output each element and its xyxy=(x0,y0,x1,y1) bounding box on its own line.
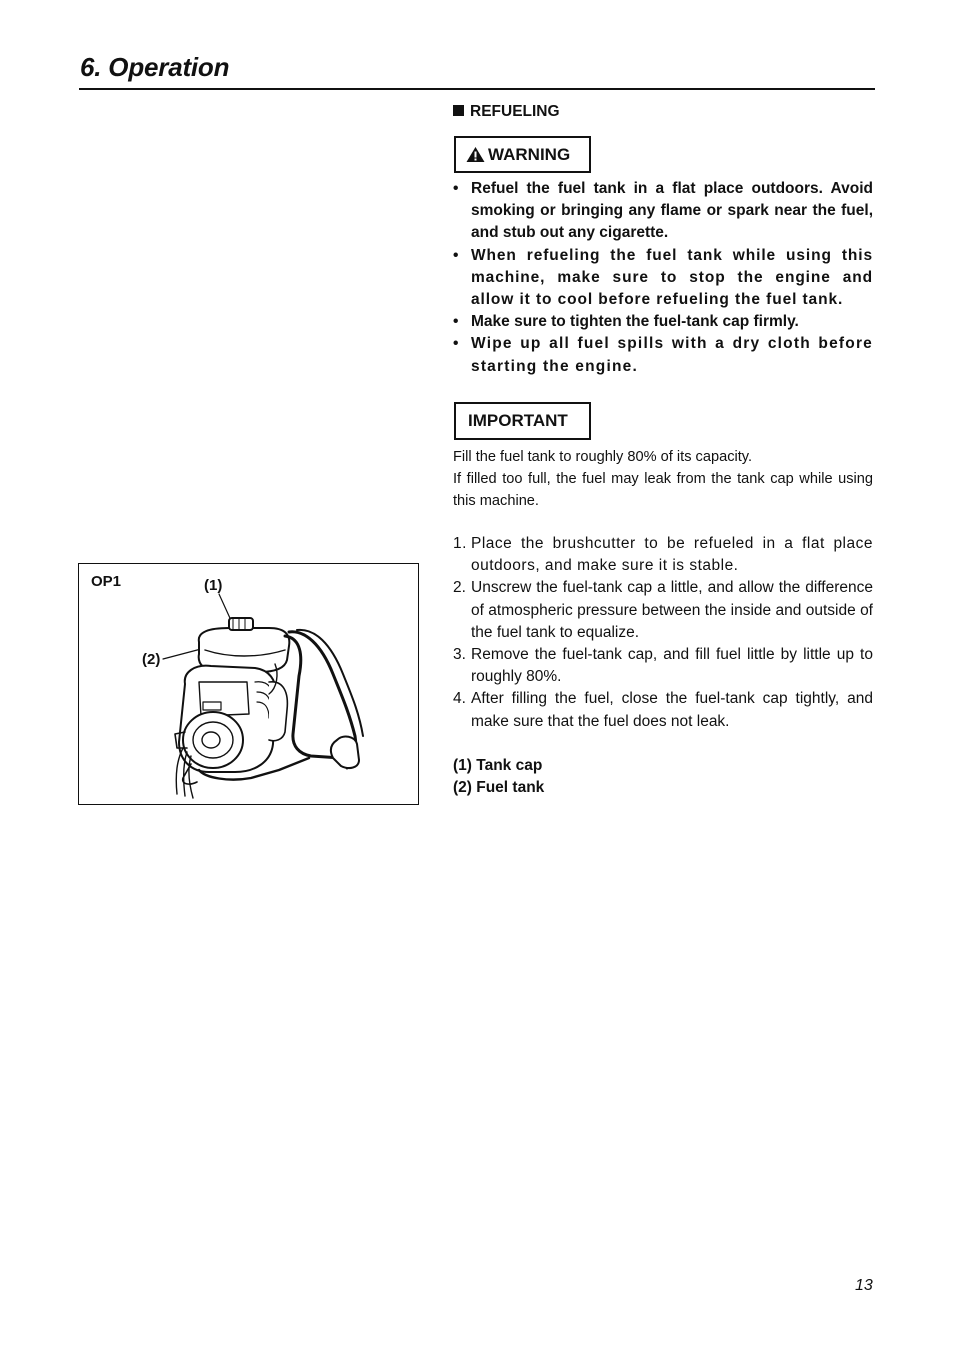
section-heading xyxy=(453,103,560,121)
step-number: 2. xyxy=(453,579,466,597)
refuel-steps xyxy=(453,533,873,733)
step-text: Unscrew the fuel-tank cap a little, and allow the difference of atmospheric pressure between the inside and outside of the fuel tank to equalize. xyxy=(471,579,873,641)
important-label: IMPORTANT xyxy=(468,411,568,430)
important-note xyxy=(453,446,873,513)
warning-item: • Make sure to tighten the fuel-tank cap firmly. xyxy=(453,311,873,333)
important-label-box xyxy=(454,402,591,440)
legend-item: (2) Fuel tank xyxy=(453,779,545,797)
square-bullet-icon xyxy=(453,105,464,116)
page-title: 6. Operation xyxy=(80,52,230,82)
warning-label: WARNING xyxy=(488,144,571,164)
figure-id: OP1 xyxy=(91,573,122,590)
step-number: 4. xyxy=(453,690,466,708)
callout-fuel-tank: (2) xyxy=(142,651,161,668)
warning-item: • Refuel the fuel tank in a flat place outdoors. Avoid smoking or bringing any flame or spark near the fuel, and stub out any cigarette. xyxy=(453,178,873,245)
step-number: 1. xyxy=(453,535,467,552)
warning-item: • When refueling the fuel tank while using this machine, make sure to stop the engine and allow it to cool before refueling the fuel tank. xyxy=(453,245,873,312)
callout-tank-cap: (1) xyxy=(204,577,223,594)
legend-item: (1) Tank cap xyxy=(453,757,543,774)
step-text: After filling the fuel, close the fuel-tank cap tightly, and make sure that the fuel does not leak. xyxy=(471,690,873,730)
step-item xyxy=(453,644,873,688)
warning-item: • Wipe up all fuel spills with a dry cloth before starting the engine. xyxy=(453,333,873,377)
warning-label-box xyxy=(454,136,591,173)
figure-op1 xyxy=(78,563,419,805)
section-heading-text: REFUELING xyxy=(470,103,560,120)
figure-legend xyxy=(453,755,544,799)
important-line: If filled too full, the fuel may leak from the tank cap while using this machine. xyxy=(453,471,873,510)
warning-triangle-icon xyxy=(466,146,485,163)
step-number: 3. xyxy=(453,646,466,664)
important-line: Fill the fuel tank to roughly 80% of its capacity. xyxy=(453,449,753,465)
header-rule xyxy=(79,88,875,90)
step-text: Place the brushcutter to be refueled in a flat place outdoors, and make sure it is stable. xyxy=(471,535,873,575)
step-item xyxy=(453,577,873,644)
warning-list xyxy=(453,178,873,378)
step-text: Remove the fuel-tank cap, and fill fuel little by little up to roughly 80%. xyxy=(471,646,873,686)
brushcutter-engine-illustration xyxy=(79,564,418,804)
step-item xyxy=(453,688,873,732)
page-number: 13 xyxy=(855,1277,873,1294)
step-item xyxy=(453,533,873,577)
